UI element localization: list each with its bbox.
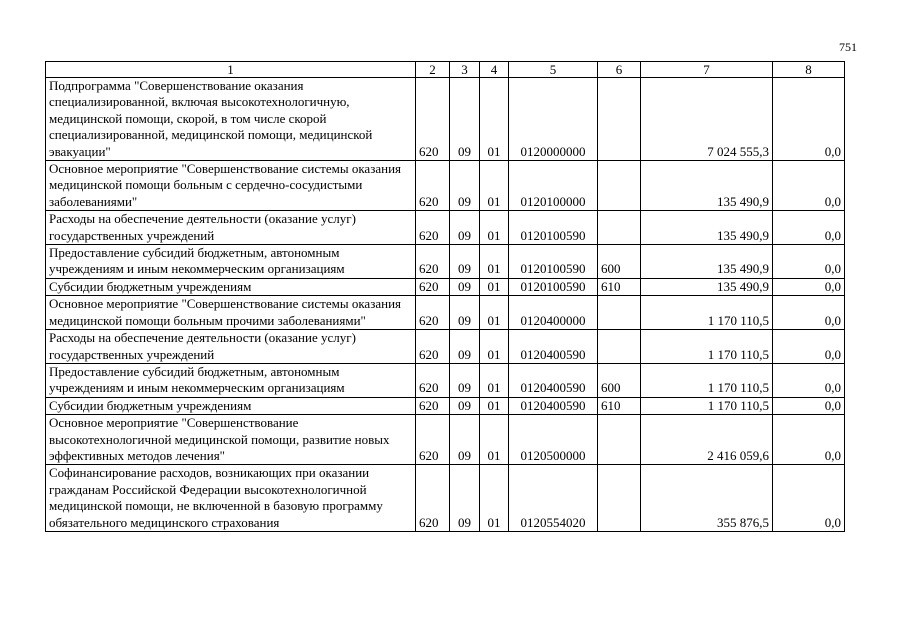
- table-row: [46, 465, 845, 532]
- amount: 1 170 110,5: [641, 363, 773, 397]
- row-name: Основное мероприятие "Совершенствование системы оказания медицинской помощи больным с сердечно-сосудистыми заболеваниями": [46, 161, 416, 211]
- column-header-4: 4: [480, 62, 509, 78]
- expense-type-code: 610: [598, 397, 641, 414]
- expense-type-code: 600: [598, 363, 641, 397]
- ministry-code: 620: [416, 278, 450, 295]
- table-row: [46, 330, 845, 364]
- section-code: 09: [450, 78, 480, 161]
- ministry-code: 620: [416, 415, 450, 465]
- subsection-code: 01: [480, 296, 509, 330]
- section-code: 09: [450, 245, 480, 279]
- ministry-code: 620: [416, 330, 450, 364]
- expense-type-code: [598, 296, 641, 330]
- amount: 1 170 110,5: [641, 296, 773, 330]
- subsection-code: 01: [480, 161, 509, 211]
- section-code: 09: [450, 397, 480, 414]
- column-header-3: 3: [450, 62, 480, 78]
- table-row: [46, 211, 845, 245]
- page-number: 751: [839, 40, 857, 54]
- table-row: [46, 278, 845, 295]
- amount: 1 170 110,5: [641, 397, 773, 414]
- amount-secondary: 0,0: [773, 161, 845, 211]
- budget-table: [45, 61, 845, 532]
- target-article-code: 0120100590: [509, 278, 598, 295]
- column-header-2: 2: [416, 62, 450, 78]
- target-article-code: 0120500000: [509, 415, 598, 465]
- table-row: [46, 415, 845, 465]
- amount-secondary: 0,0: [773, 211, 845, 245]
- target-article-code: 0120400590: [509, 363, 598, 397]
- row-name: Субсидии бюджетным учреждениям: [46, 397, 416, 414]
- target-article-code: 0120400590: [509, 330, 598, 364]
- row-name: Основное мероприятие "Совершенствование высокотехнологичной медицинской помощи, развитие новых эффективных методов лечения": [46, 415, 416, 465]
- row-name: Предоставление субсидий бюджетным, автономным учреждениям и иным некоммерческим организациям: [46, 245, 416, 279]
- table-row: [46, 296, 845, 330]
- row-name: Субсидии бюджетным учреждениям: [46, 278, 416, 295]
- amount: 135 490,9: [641, 161, 773, 211]
- column-header-8: 8: [773, 62, 845, 78]
- target-article-code: 0120400590: [509, 397, 598, 414]
- section-code: 09: [450, 296, 480, 330]
- subsection-code: 01: [480, 278, 509, 295]
- target-article-code: 0120554020: [509, 465, 598, 532]
- row-name: Расходы на обеспечение деятельности (оказание услуг) государственных учреждений: [46, 330, 416, 364]
- amount: 135 490,9: [641, 245, 773, 279]
- row-name: Расходы на обеспечение деятельности (оказание услуг) государственных учреждений: [46, 211, 416, 245]
- section-code: 09: [450, 330, 480, 364]
- row-name: Подпрограмма "Совершенствование оказания специализированной, включая высокотехнологичную, медицинской помощи, скорой, в том числе скорой специализированной, медицинской помощи, медицинской эвакуации": [46, 78, 416, 161]
- expense-type-code: [598, 211, 641, 245]
- table-row: [46, 245, 845, 279]
- column-header-5: 5: [509, 62, 598, 78]
- amount: 135 490,9: [641, 211, 773, 245]
- row-name: Софинансирование расходов, возникающих при оказании гражданам Российской Федерации высокотехнологичной медицинской помощи, не включенной в базовую программу обязательного медицинского страхования: [46, 465, 416, 532]
- amount-secondary: 0,0: [773, 245, 845, 279]
- target-article-code: 0120100000: [509, 161, 598, 211]
- subsection-code: 01: [480, 363, 509, 397]
- subsection-code: 01: [480, 397, 509, 414]
- ministry-code: 620: [416, 397, 450, 414]
- column-header-6: 6: [598, 62, 641, 78]
- subsection-code: 01: [480, 415, 509, 465]
- ministry-code: 620: [416, 465, 450, 532]
- header-row: [46, 62, 845, 78]
- table-row: [46, 363, 845, 397]
- ministry-code: 620: [416, 363, 450, 397]
- subsection-code: 01: [480, 78, 509, 161]
- section-code: 09: [450, 211, 480, 245]
- subsection-code: 01: [480, 211, 509, 245]
- subsection-code: 01: [480, 465, 509, 532]
- amount-secondary: 0,0: [773, 278, 845, 295]
- section-code: 09: [450, 465, 480, 532]
- ministry-code: 620: [416, 161, 450, 211]
- expense-type-code: [598, 465, 641, 532]
- amount: 1 170 110,5: [641, 330, 773, 364]
- table-row: [46, 161, 845, 211]
- ministry-code: 620: [416, 78, 450, 161]
- ministry-code: 620: [416, 296, 450, 330]
- section-code: 09: [450, 278, 480, 295]
- table-row: [46, 78, 845, 161]
- subsection-code: 01: [480, 330, 509, 364]
- ministry-code: 620: [416, 211, 450, 245]
- target-article-code: 0120100590: [509, 245, 598, 279]
- amount-secondary: 0,0: [773, 363, 845, 397]
- section-code: 09: [450, 161, 480, 211]
- amount-secondary: 0,0: [773, 465, 845, 532]
- expense-type-code: [598, 330, 641, 364]
- amount-secondary: 0,0: [773, 330, 845, 364]
- expense-type-code: 610: [598, 278, 641, 295]
- table-row: [46, 397, 845, 414]
- expense-type-code: 600: [598, 245, 641, 279]
- column-header-7: 7: [641, 62, 773, 78]
- amount: 2 416 059,6: [641, 415, 773, 465]
- target-article-code: 0120000000: [509, 78, 598, 161]
- row-name: Предоставление субсидий бюджетным, автономным учреждениям и иным некоммерческим организациям: [46, 363, 416, 397]
- section-code: 09: [450, 363, 480, 397]
- amount: 135 490,9: [641, 278, 773, 295]
- row-name: Основное мероприятие "Совершенствование системы оказания медицинской помощи больным прочими заболеваниями": [46, 296, 416, 330]
- amount: 355 876,5: [641, 465, 773, 532]
- subsection-code: 01: [480, 245, 509, 279]
- target-article-code: 0120100590: [509, 211, 598, 245]
- amount-secondary: 0,0: [773, 397, 845, 414]
- column-header-1: 1: [46, 62, 416, 78]
- expense-type-code: [598, 78, 641, 161]
- amount-secondary: 0,0: [773, 415, 845, 465]
- ministry-code: 620: [416, 245, 450, 279]
- target-article-code: 0120400000: [509, 296, 598, 330]
- amount-secondary: 0,0: [773, 296, 845, 330]
- expense-type-code: [598, 161, 641, 211]
- amount: 7 024 555,3: [641, 78, 773, 161]
- section-code: 09: [450, 415, 480, 465]
- amount-secondary: 0,0: [773, 78, 845, 161]
- expense-type-code: [598, 415, 641, 465]
